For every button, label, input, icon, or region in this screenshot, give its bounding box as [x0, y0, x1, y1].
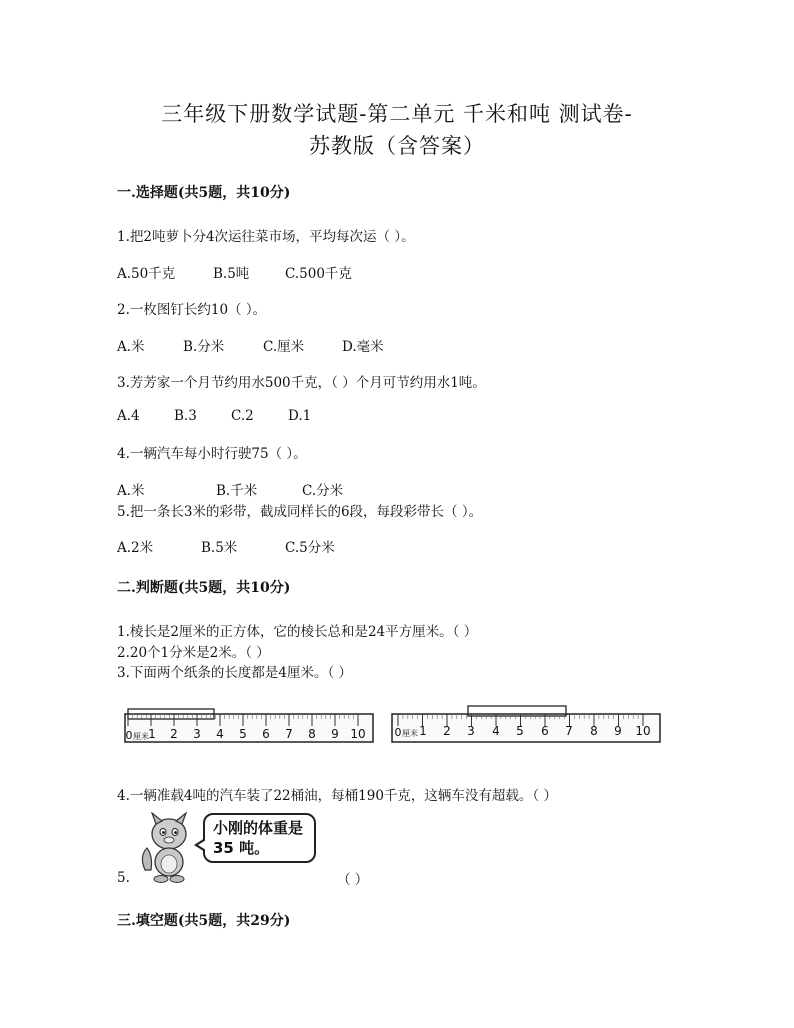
- option-1-4-a: A.米: [117, 483, 145, 499]
- ruler-right-label-1: 1: [419, 724, 427, 738]
- question-2-5-number: 5.: [117, 870, 130, 886]
- ruler-left-label-4: 4: [216, 727, 224, 741]
- option-1-1-b: B.5吨: [213, 266, 250, 282]
- ruler-right-label-3: 3: [467, 724, 475, 738]
- ruler-image-right: [391, 703, 663, 745]
- question-1-2: 2.一枚图钉长约10（ ）。: [117, 302, 267, 318]
- ruler-left-label-1: 1: [148, 727, 156, 741]
- question-1-4: 4.一辆汽车每小时行驶75（ ）。: [117, 446, 307, 462]
- ruler-left-label-8: 8: [308, 727, 316, 741]
- ruler-left-unit: 厘米: [133, 732, 149, 741]
- ruler-right-label-9: 9: [614, 724, 622, 738]
- question-2-4: 4.一辆准载4吨的汽车装了22桶油，每桶190千克，这辆车没有超载。（ ）: [117, 788, 557, 804]
- speech-bubble-tail-inner: [198, 840, 206, 850]
- question-1-3: 3.芳芳家一个月节约用水500千克，（ ）个月可节约用水1吨。: [117, 375, 486, 391]
- ruler-left-label-10: 10: [350, 727, 366, 741]
- question-1-1: 1.把2吨萝卜分4次运往菜市场，平均每次运（ ）。: [117, 229, 415, 245]
- option-1-2-a: A.米: [117, 339, 145, 355]
- ruler-right-label-7: 7: [565, 724, 573, 738]
- ruler-left-label-6: 6: [262, 727, 270, 741]
- ruler-right-label-6: 6: [541, 724, 549, 738]
- page-title-line-1: 三年级下册数学试题-第二单元 千米和吨 测试卷-: [161, 102, 633, 126]
- ruler-image-left: [124, 706, 376, 744]
- ruler-right-label-0: 0: [394, 726, 402, 739]
- ruler-right-label-2: 2: [443, 724, 451, 738]
- page-title-line-2: 苏教版（含答案）: [309, 134, 485, 158]
- question-2-3: 3.下面两个纸条的长度都是4厘米。（ ）: [117, 665, 353, 681]
- speech-bubble-line-1: 小刚的体重是: [213, 819, 304, 837]
- ruler-right-label-8: 8: [590, 724, 598, 738]
- ruler-right-label-5: 5: [516, 724, 524, 738]
- option-1-2-d: D.毫米: [342, 339, 384, 355]
- speech-bubble-line-2: 35 吨。: [213, 839, 270, 857]
- ruler-left-label-3: 3: [193, 727, 201, 741]
- option-1-5-b: B.5米: [201, 540, 238, 556]
- ruler-left-label-0: 0: [125, 729, 133, 742]
- section-heading-judge: 二.判断题(共5题，共10分): [117, 580, 291, 596]
- ruler-left-label-2: 2: [170, 727, 178, 741]
- option-1-5-a: A.2米: [117, 540, 154, 556]
- option-1-3-a: A.4: [117, 408, 140, 424]
- speech-bubble: [203, 813, 316, 863]
- option-1-2-b: B.分米: [183, 339, 225, 355]
- option-1-1-c: C.500千克: [285, 266, 352, 282]
- section-heading-fill: 三.填空题(共5题，共29分): [117, 913, 291, 929]
- ruler-right-unit: 厘米: [402, 729, 418, 738]
- question-2-5-paren: （ ）: [337, 872, 369, 888]
- option-1-4-b: B.千米: [216, 483, 258, 499]
- option-1-1-a: A.50千克: [117, 266, 176, 282]
- ruler-left-label-9: 9: [331, 727, 339, 741]
- option-1-2-c: C.厘米: [263, 339, 305, 355]
- option-1-3-d: D.1: [288, 408, 312, 424]
- section-heading-choice: 一.选择题(共5题，共10分): [117, 185, 291, 201]
- ruler-left-label-7: 7: [285, 727, 293, 741]
- option-1-3-b: B.3: [174, 408, 197, 424]
- option-1-5-c: C.5分米: [285, 540, 335, 556]
- ruler-right-label-10: 10: [635, 724, 651, 738]
- ruler-right-label-4: 4: [492, 724, 500, 738]
- ruler-left-label-5: 5: [239, 727, 247, 741]
- cartoon-character-illustration: [137, 812, 199, 884]
- question-2-2: 2.20个1分米是2米。（ ）: [117, 645, 270, 661]
- question-1-5: 5.把一条长3米的彩带，截成同样长的6段，每段彩带长（ ）。: [117, 504, 483, 520]
- option-1-4-c: C.分米: [302, 483, 344, 499]
- question-2-1: 1.棱长是2厘米的正方体，它的棱长总和是24平方厘米。（ ）: [117, 624, 478, 640]
- option-1-3-c: C.2: [231, 408, 254, 424]
